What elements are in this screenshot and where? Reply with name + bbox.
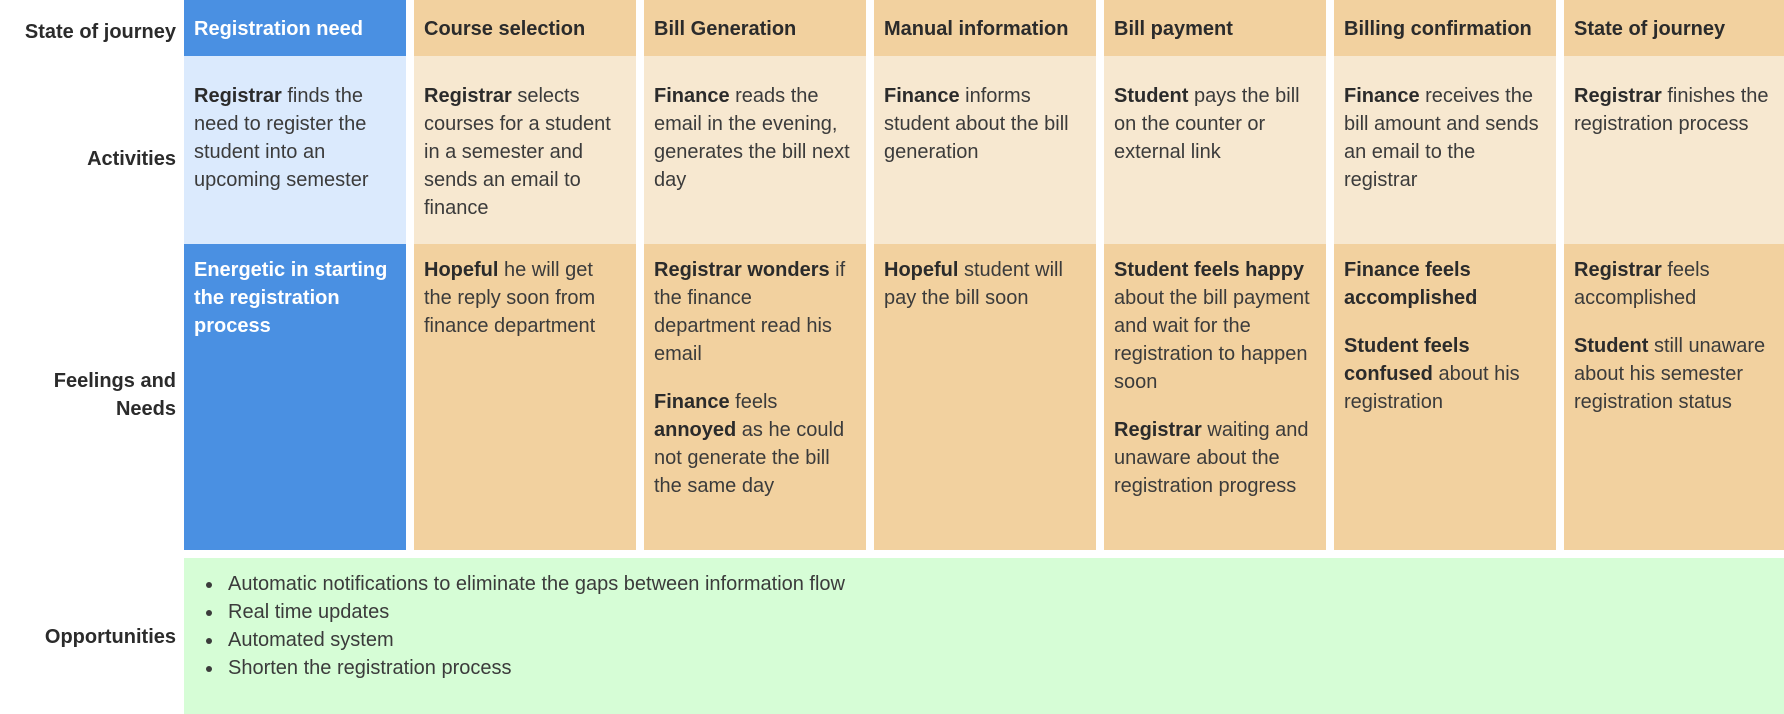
feeling-paragraph xyxy=(1344,256,1546,312)
row-label-state: State of journey xyxy=(24,21,176,43)
stage-header: Bill payment xyxy=(1104,0,1326,56)
feelings-cell xyxy=(644,244,866,550)
bold-term: Student xyxy=(1574,335,1649,357)
bold-term: Registrar xyxy=(424,85,512,107)
row-label-feelings xyxy=(0,367,176,423)
bold-term: Energetic in starting the registration process xyxy=(194,259,388,337)
feeling-paragraph xyxy=(1574,256,1776,312)
bold-term: Finance xyxy=(654,391,730,413)
feeling-paragraph xyxy=(654,256,856,368)
bold-term: Finance xyxy=(654,85,730,107)
bold-term: Registrar xyxy=(1574,259,1662,281)
row-label-feelings-line2: Needs xyxy=(115,398,176,420)
activity-cell xyxy=(644,56,866,244)
stage-header: Billing confirmation xyxy=(1334,0,1556,56)
opportunity-item: • Real time updates xyxy=(224,598,1764,626)
feelings-cell xyxy=(184,244,406,550)
bold-term: Finance xyxy=(884,85,960,107)
feeling-paragraph xyxy=(654,388,856,500)
feeling-paragraph xyxy=(194,256,396,340)
bold-term: Student xyxy=(1114,85,1189,107)
body-text: feels accomplished xyxy=(1574,259,1710,309)
bold-term: Student feels confused xyxy=(1344,335,1470,385)
feelings-cell xyxy=(1564,244,1784,550)
bold-term: Finance feels accomplished xyxy=(1344,259,1478,309)
feeling-paragraph xyxy=(1344,332,1546,416)
activity-cell xyxy=(414,56,636,244)
body-text: informs student about the bill generation xyxy=(884,85,1069,163)
bold-term: Finance xyxy=(1344,85,1420,107)
stage-header: Registration need xyxy=(184,0,406,56)
activity-cell xyxy=(1334,56,1556,244)
bold-term: Registrar wonders xyxy=(654,259,830,281)
bold-term: Student feels happy xyxy=(1114,259,1305,281)
body-text: receives the bill amount and sends an email to the registrar xyxy=(1344,85,1539,191)
row-label-activities: Activities xyxy=(87,148,176,170)
body-text: still unaware about his semester registration status xyxy=(1574,335,1766,413)
body-text: as he could not generate the bill the same day xyxy=(654,419,845,497)
activity-cell xyxy=(874,56,1096,244)
bold-term: Hopeful xyxy=(884,259,959,281)
body-text: reads the email in the evening, generates the bill next day xyxy=(654,85,850,191)
body-text: if the finance department read his email xyxy=(654,259,846,365)
body-text: pays the bill on the counter or external link xyxy=(1114,85,1300,163)
feeling-paragraph xyxy=(884,256,1086,312)
bold-term: Hopeful xyxy=(424,259,499,281)
feeling-paragraph xyxy=(1114,256,1316,396)
body-text: finds the need to register the student into an upcoming semester xyxy=(194,85,369,191)
activity-cell xyxy=(1104,56,1326,244)
row-label-opportunities: Opportunities xyxy=(44,626,176,648)
stage-header: State of journey xyxy=(1564,0,1784,56)
stage-header: Bill Generation xyxy=(644,0,866,56)
body-text: about his registration xyxy=(1344,363,1520,413)
opportunities-panel xyxy=(184,558,1784,714)
opportunities-list xyxy=(204,570,1764,682)
feelings-cell xyxy=(1104,244,1326,550)
bold-term: Registrar xyxy=(194,85,282,107)
body-text: waiting and unaware about the registration progress xyxy=(1114,419,1309,497)
feeling-paragraph xyxy=(424,256,626,340)
body-text: feels xyxy=(729,391,778,413)
bold-term: Registrar xyxy=(1114,419,1202,441)
feelings-cell xyxy=(874,244,1096,550)
opportunity-item: • Shorten the registration process xyxy=(224,654,1764,682)
body-text: he will get the reply soon from finance department xyxy=(424,259,596,337)
body-text: finishes the registration process xyxy=(1574,85,1769,135)
body-text: about the bill payment and wait for the registration to happen soon xyxy=(1114,287,1310,393)
opportunity-item: • Automatic notifications to eliminate the gaps between information flow xyxy=(224,570,1764,598)
body-text: student will pay the bill soon xyxy=(884,259,1063,309)
feelings-cell xyxy=(1334,244,1556,550)
opportunity-item: • Automated system xyxy=(224,626,1764,654)
bold-term: Registrar xyxy=(1574,85,1662,107)
activity-cell xyxy=(1564,56,1784,244)
feeling-paragraph xyxy=(1114,416,1316,500)
activity-cell xyxy=(184,56,406,244)
body-text: selects courses for a student in a semester and sends an email to finance xyxy=(424,85,611,219)
feeling-paragraph xyxy=(1574,332,1776,416)
feelings-cell xyxy=(414,244,636,550)
row-label-feelings-line1: Feelings and xyxy=(53,370,176,392)
bold-term: annoyed xyxy=(654,419,737,441)
stage-header: Course selection xyxy=(414,0,636,56)
stage-header: Manual information xyxy=(874,0,1096,56)
